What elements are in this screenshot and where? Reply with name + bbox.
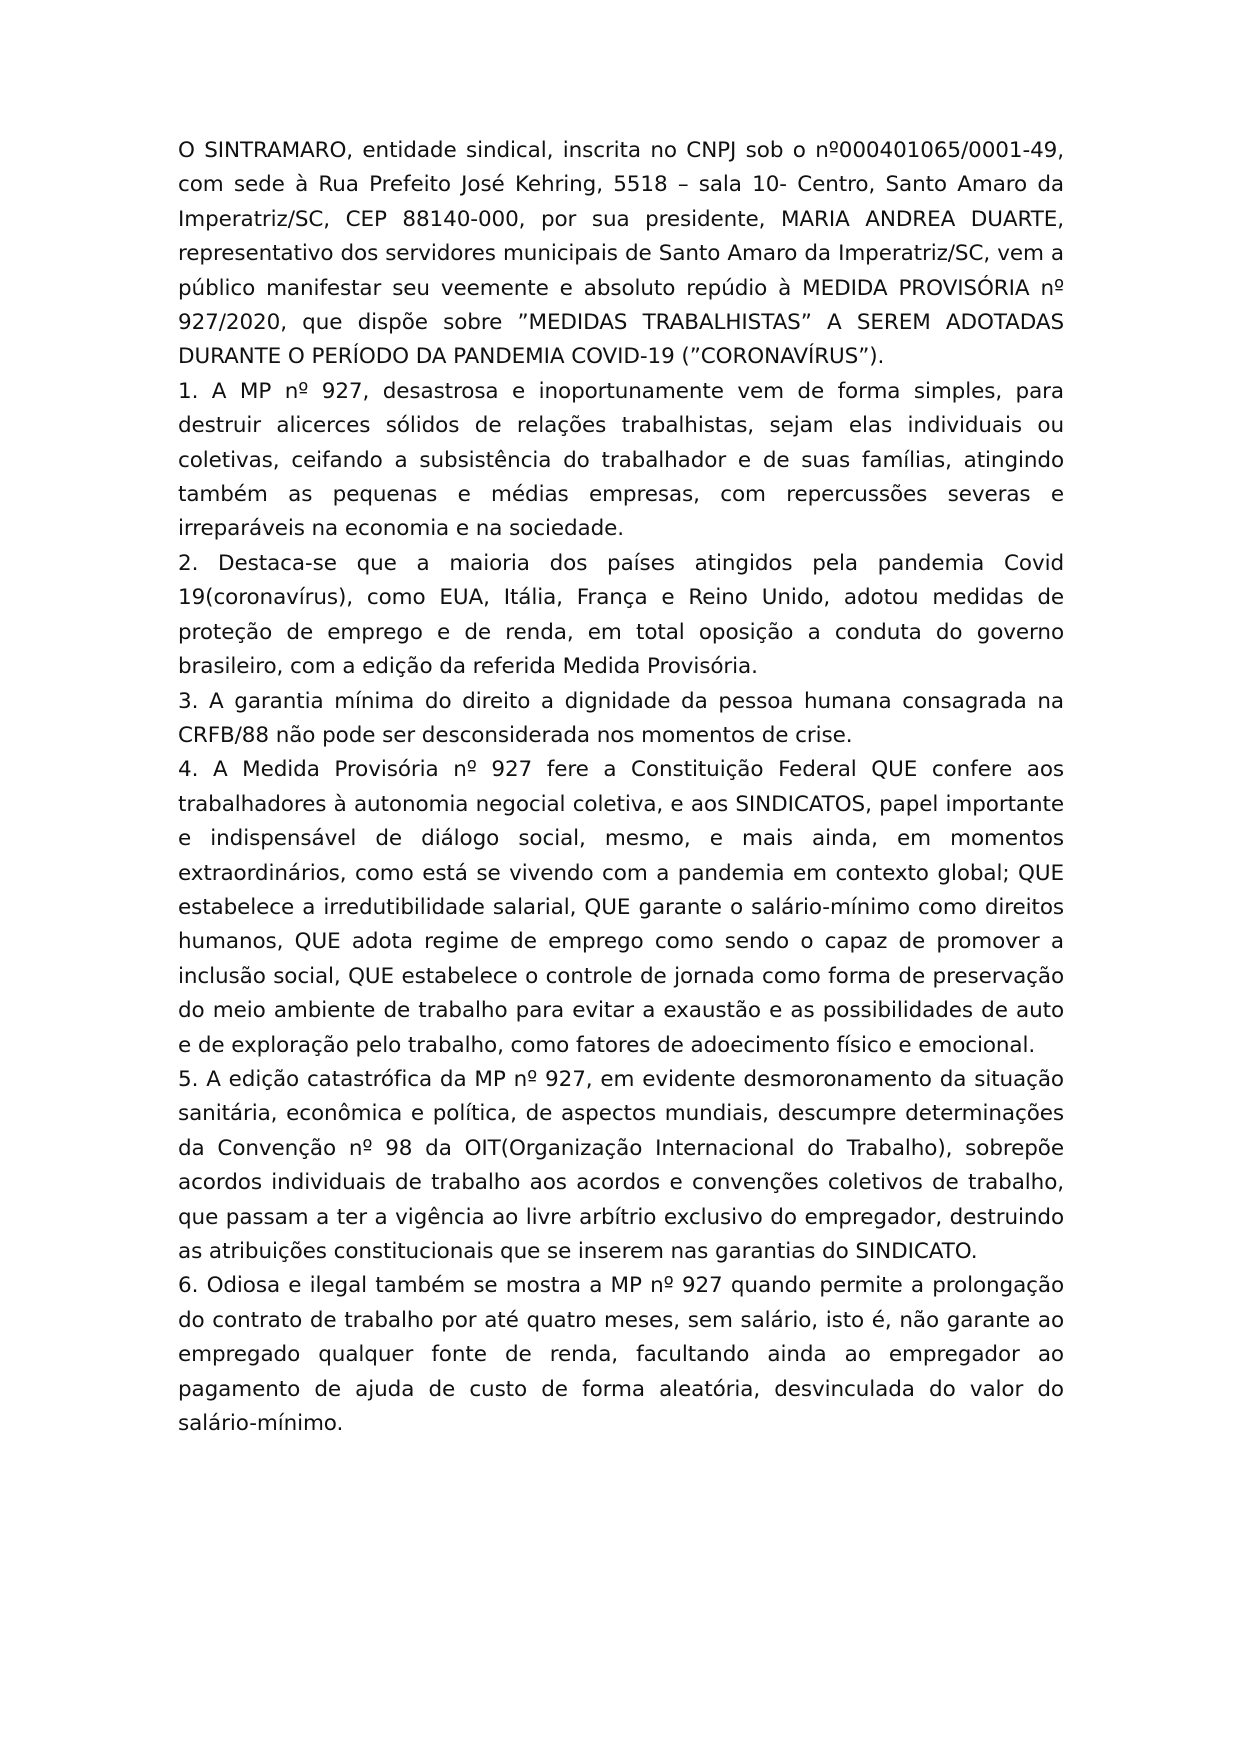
- item-paragraph-5: 5. A edição catastrófica da MP nº 927, em evidente desmoronamento da situação sanitária, econômica e política, de aspectos mundiais, descumpre determinações da Convenção nº 98 da OIT(Organização Internacional do Trabalho), sobrepõe acordos individuais de trabalho aos acordos e convenções coletivos de trabalho, que passam a ter a vigência ao livre arbítrio exclusivo do empregador, destruindo as atribuições constitucionais que se inserem nas garantias do SINDICATO.: [178, 1066, 1064, 1264]
- item-paragraph-2: 2. Destaca-se que a maioria dos países atingidos pela pandemia Covid 19(coronavírus), como EUA, Itália, França e Reino Unido, adotou medidas de proteção de emprego e de renda, em total oposição a conduta do governo brasileiro, com a edição da referida Medida Provisória.: [178, 550, 1064, 680]
- item-paragraph-1: 1. A MP nº 927, desastrosa e inoportunamente vem de forma simples, para destruir alicerces sólidos de relações trabalhistas, sejam elas individuais ou coletivas, ceifando a subsistência do trabalhador e de suas famílias, atingindo também as pequenas e médias empresas, com repercussões severas e irreparáveis na economia e na sociedade.: [178, 378, 1064, 542]
- intro-paragraph: O SINTRAMARO, entidade sindical, inscrita no CNPJ sob o nº000401065/0001-49, com sede à Rua Prefeito José Kehring, 5518 – sala 10- Centro, Santo Amaro da Imperatriz/SC, CEP 88140-000, por sua presidente, MARIA ANDREA DUARTE, representativo dos servidores municipais de Santo Amaro da Imperatriz/SC, vem a público manifestar seu veemente e absoluto repúdio à MEDIDA PROVISÓRIA nº 927/2020, que dispõe sobre ”MEDIDAS TRABALHISTAS” A SEREM ADOTADAS DURANTE O PERÍODO DA PANDEMIA COVID-19 (”CORONAVÍRUS”).: [178, 138, 1064, 370]
- item-paragraph-4: 4. A Medida Provisória nº 927 fere a Constituição Federal QUE confere aos trabalhadores à autonomia negocial coletiva, e aos SINDICATOS, papel importante e indispensável de diálogo social, mesmo, e mais ainda, em momentos extraordinários, como está se vivendo com a pandemia em contexto global; QUE estabelece a irredutibilidade salarial, QUE garante o salário-mínimo como direitos humanos, QUE adota regime de emprego como sendo o capaz de promover a inclusão social, QUE estabelece o controle de jornada como forma de preservação do meio ambiente de trabalho para evitar a exaustão e as possibilidades de auto e de exploração pelo trabalho, como fatores de adoecimento físico e emocional.: [178, 757, 1064, 1058]
- document-page: [178, 134, 1064, 1441]
- item-paragraph-3: 3. A garantia mínima do direito a dignidade da pessoa humana consagrada na CRFB/88 não pode ser desconsiderada nos momentos de crise.: [178, 688, 1064, 748]
- item-paragraph-6: 6. Odiosa e ilegal também se mostra a MP nº 927 quando permite a prolongação do contrato de trabalho por até quatro meses, sem salário, isto é, não garante ao empregado qualquer fonte de renda, facultando ainda ao empregador ao pagamento de ajuda de custo de forma aleatória, desvinculada do valor do salário-mínimo.: [178, 1273, 1064, 1437]
